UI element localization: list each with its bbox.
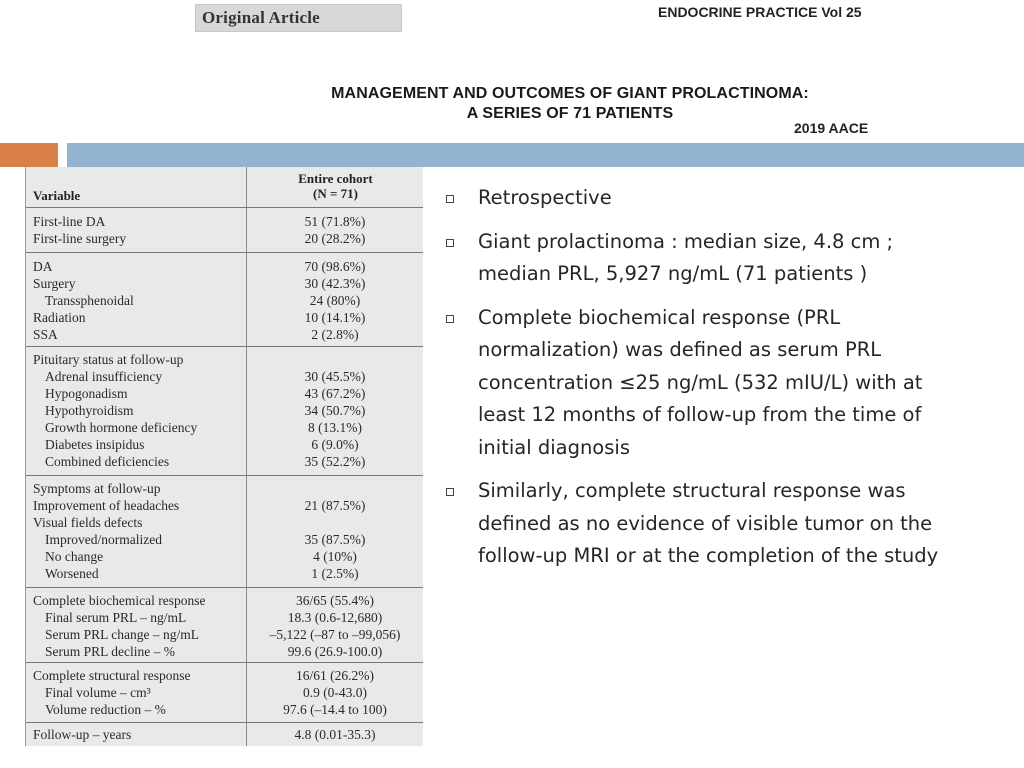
table-cell-label: Improvement of headaches [33,498,180,513]
table-row [26,497,423,514]
table-row [26,351,423,368]
table-cell-label: First-line surgery [33,231,127,246]
table-cell-value: 4.8 (0.01-35.3) [294,727,376,742]
title-line-1: MANAGEMENT AND OUTCOMES OF GIANT PROLACTINOMA: [331,85,809,102]
bullet-line: Complete biochemical response (PRL [478,305,841,329]
table-row [26,292,423,309]
table-cell-value: 30 (42.3%) [304,276,366,291]
bullet-line: normalization) was defined as serum PRL [478,338,882,361]
square-bullet-icon [446,239,454,247]
table-cell-label: Surgery [33,276,76,291]
bullet-line: follow-up MRI or at the completion of the study [478,544,939,567]
square-bullet-icon [446,315,454,323]
table-cell-value: 4 (10%) [313,549,357,564]
table-cell-value: 43 (67.2%) [304,386,366,401]
table-row-group [26,476,423,588]
table-cell-label: Serum PRL decline – % [45,644,175,659]
table-row [26,701,423,718]
table-row [26,565,423,582]
table-cell-value: –5,122 (–87 to –99,056) [269,627,401,642]
table-cell-value: 20 (28.2%) [304,231,366,246]
table-cell-value: 35 (52.2%) [304,454,366,469]
table-row [26,480,423,497]
table-cell-value: 1 (2.5%) [311,566,359,581]
title-line-2: A SERIES OF 71 PATIENTS [466,105,674,122]
table-cell-label: Complete biochemical response [33,593,206,608]
table-row [26,368,423,385]
table-cell-value: 35 (87.5%) [304,532,366,547]
table-cell-label: Diabetes insipidus [45,437,145,452]
table-cell-label: Hypothyroidism [45,403,134,418]
table-cell-label: Combined deficiencies [45,454,170,469]
bullet-item [440,226,1010,291]
table-cell-label: Pituitary status at follow-up [33,352,184,367]
table-cell-label: First-line DA [33,214,106,229]
table-header-cohort [248,171,423,201]
bullet-item [440,302,1010,465]
table-row [26,258,423,275]
square-bullet-icon [446,195,454,203]
copyright-label: 2019 AACE [794,120,869,136]
table-cell-value: 70 (98.6%) [304,259,366,274]
accent-bar-blue [67,143,1024,167]
table-cell-value: 97.6 (–14.4 to 100) [283,702,387,717]
table-cell-value: 51 (71.8%) [304,214,366,229]
table-row [26,726,423,743]
bullet-item [440,182,1010,215]
table-header-variable: Variable [33,188,81,203]
bullet-line: Giant prolactinoma : median size, 4.8 cm ; [478,229,894,253]
table-row [26,419,423,436]
table-row [26,609,423,626]
article-title [230,84,910,124]
square-bullet-icon [446,488,454,496]
table-cell-label: No change [45,549,104,564]
table-row-group [26,209,423,253]
table-row [26,626,423,643]
table-header-cohort-line-1: Entire cohort [298,171,373,186]
cohort-table [25,167,423,746]
table-cell-label: DA [33,259,53,274]
table-row [26,436,423,453]
table-cell-value: 10 (14.1%) [304,310,366,325]
table-cell-label: Follow-up – years [33,727,132,742]
table-row [26,684,423,701]
table-row [26,326,423,343]
table-cell-label: Volume reduction – % [45,702,166,717]
table-cell-label: Adrenal insufficiency [45,369,163,384]
table-cell-label: Radiation [33,310,86,325]
journal-name: ENDOCRINE PRACTICE Vol 25 [658,4,862,20]
table-row [26,385,423,402]
table-row [26,514,423,531]
table-cell-label: Serum PRL change – ng/mL [45,627,199,642]
bullet-line: initial diagnosis [478,435,630,459]
table-row [26,275,423,292]
table-cell-label: Final volume – cm³ [45,685,151,700]
table-row-group [26,723,423,746]
accent-bar-orange [0,143,58,167]
table-row [26,309,423,326]
table-row [26,592,423,609]
table-cell-value: 21 (87.5%) [304,498,366,513]
article-type-label: Original Article [195,4,402,32]
table-cell-label: Transsphenoidal [45,293,134,308]
bullet-line: Retrospective [478,186,612,209]
table-row [26,230,423,247]
table-cell-value: 18.3 (0.6-12,680) [287,610,383,625]
table-header [26,167,423,208]
table-cell-label: Improved/normalized [45,532,162,547]
table-cell-label: Hypogonadism [45,386,128,401]
table-cell-value: 24 (80%) [309,293,361,308]
bullet-line: Similarly, complete structural response was [478,479,906,502]
table-cell-value: 30 (45.5%) [304,369,366,384]
table-row-group [26,253,423,347]
table-row [26,531,423,548]
table-cell-value: 99.6 (26.9-100.0) [287,644,383,659]
table-header-cohort-line-2: (N = 71) [313,186,358,201]
bullet-line: least 12 months of follow-up from the time of [478,403,922,426]
table-cell-label: SSA [33,327,58,342]
table-row-group [26,663,423,723]
table-row-group [26,347,423,476]
table-row [26,402,423,419]
table-row [26,453,423,470]
table-cell-label: Final serum PRL – ng/mL [45,610,187,625]
table-cell-value: 34 (50.7%) [304,403,366,418]
table-cell-value: 16/61 (26.2%) [296,668,374,683]
table-cell-value: 36/65 (55.4%) [296,593,374,608]
bullet-line: median PRL, 5,927 ng/mL (71 patients ) [478,262,868,285]
bullet-list [440,182,1010,584]
table-cell-value: 6 (9.0%) [311,437,359,452]
table-cell-label: Symptoms at follow-up [33,481,161,496]
table-cell-value: 8 (13.1%) [308,420,362,435]
table-cell-label: Growth hormone deficiency [45,420,198,435]
table-cell-value: 0.9 (0-43.0) [302,685,368,700]
table-row-group [26,588,423,663]
bullet-line: concentration ≤25 ng/mL (532 mIU/L) with at [478,370,923,394]
table-row [26,667,423,684]
table-row [26,213,423,230]
table-row [26,643,423,660]
table-cell-label: Complete structural response [33,668,191,683]
table-cell-label: Visual fields defects [33,515,143,530]
table-cell-value: 2 (2.8%) [311,327,359,342]
table-cell-label: Worsened [45,566,99,581]
bullet-line: defined as no evidence of visible tumor on the [478,511,933,535]
bullet-item [440,475,1010,573]
table-row [26,548,423,565]
